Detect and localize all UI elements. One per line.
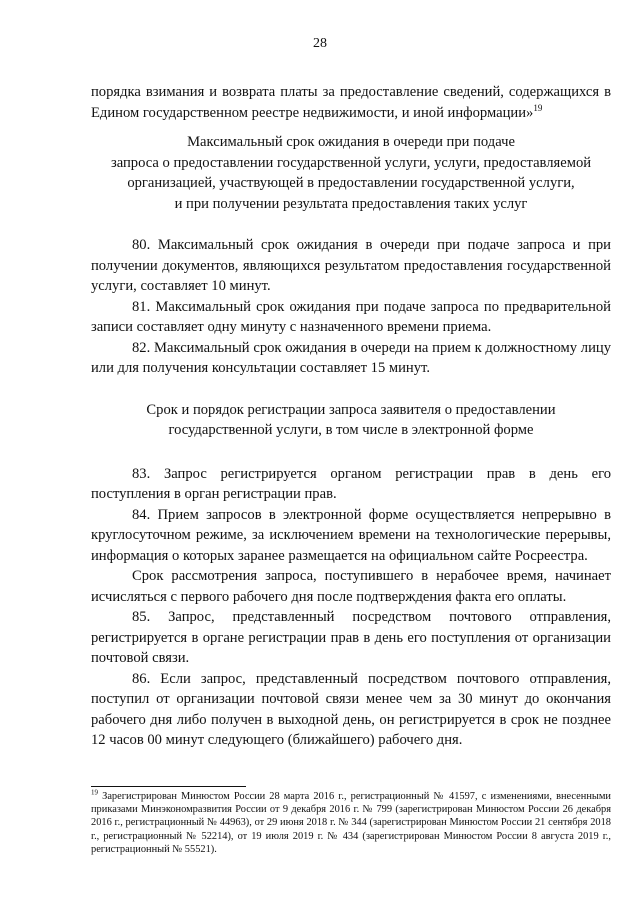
paragraph-83: 83. Запрос регистрируется органом регистрации прав в день его поступления в орган регистрации прав.: [91, 465, 611, 502]
heading-line: организацией, участвующей в предоставлении государственной услуги,: [127, 175, 575, 191]
continuation-paragraph: [91, 82, 611, 123]
footnote-text: Зарегистрирован Минюстом России 28 марта 2016 г., регистрационный № 41597, с изменениями, внесенными приказами Минэкономразвития России от 9 декабря 2016 г. № 799 (зарегистрирован Минюстом России 26 декабря 2016 г., регистрационный № 44963), от 29 июня 2018 г. № 344 (зарегистрирован Минюстом России 21 сентября 2018 г., регистрационный № 52214), от 19 июля 2019 г. № 434 (зарегистрирован Минюстом России 8 августа 2019 г., регистрационный № 55521).: [91, 791, 611, 855]
footnote: [91, 790, 611, 856]
footnote-number: 19: [91, 788, 98, 797]
paragraph-81: 81. Максимальный срок ожидания при подаче запроса по предварительной записи составляет одну минуту с назначенного времени приема.: [91, 298, 611, 335]
page-number: 28: [313, 36, 327, 51]
document-body: [91, 82, 611, 751]
section-heading-waiting-time: [91, 132, 611, 214]
paragraph-80: 80. Максимальный срок ожидания в очереди при подаче запроса и при получении документов, являющихся результатом предоставления государственной услуги, составляет 10 минут.: [91, 237, 611, 294]
section-heading-registration: [91, 400, 611, 441]
paragraph-84: 84. Прием запросов в электронной форме осуществляется непрерывно в круглосуточном режиме, за исключением времени на технологические перерывы, информация о которых заранее размещается на официальном сайте Росреестра.: [91, 506, 611, 564]
paragraph-82: 82. Максимальный срок ожидания в очереди на прием к должностному лицу или для получения консультации составляет 15 минут.: [91, 339, 611, 376]
paragraph-86: 86. Если запрос, представленный посредством почтового отправления, поступил от организации почтовой связи менее чем за 30 минут до окончания рабочего дня либо получен в выходной день, он регистрируется в срок не позднее 12 часов 00 минут следующего (ближайшего) рабочего дня.: [91, 670, 611, 748]
heading-line: и при получении результата предоставления таких услуг: [174, 195, 528, 212]
continuation-text: порядка взимания и возврата платы за предоставление сведений, содержащихся в Едином государственном реестре недвижимости, и иной информации»: [91, 84, 611, 121]
heading-line: запроса о предоставлении государственной услуги, услуги, предоставляемой: [110, 154, 592, 171]
footnote-reference: 19: [533, 102, 543, 113]
footnote-divider: [91, 786, 246, 787]
paragraph-84-continuation: Срок рассмотрения запроса, поступившего в нерабочее время, начинает исчисляться с первого рабочего дня после подтверждения факта его оплаты.: [91, 568, 611, 605]
heading-line: Максимальный срок ожидания в очереди при подаче: [187, 134, 515, 150]
heading-line: государственной услуги, в том числе в электронной форме: [168, 422, 534, 438]
heading-line: Срок и порядок регистрации запроса заявителя о предоставлении: [146, 401, 556, 418]
paragraph-85: 85. Запрос, представленный посредством почтового отправления, регистрируется в органе регистрации прав в день его поступления от организации почтовой связи.: [91, 609, 611, 666]
